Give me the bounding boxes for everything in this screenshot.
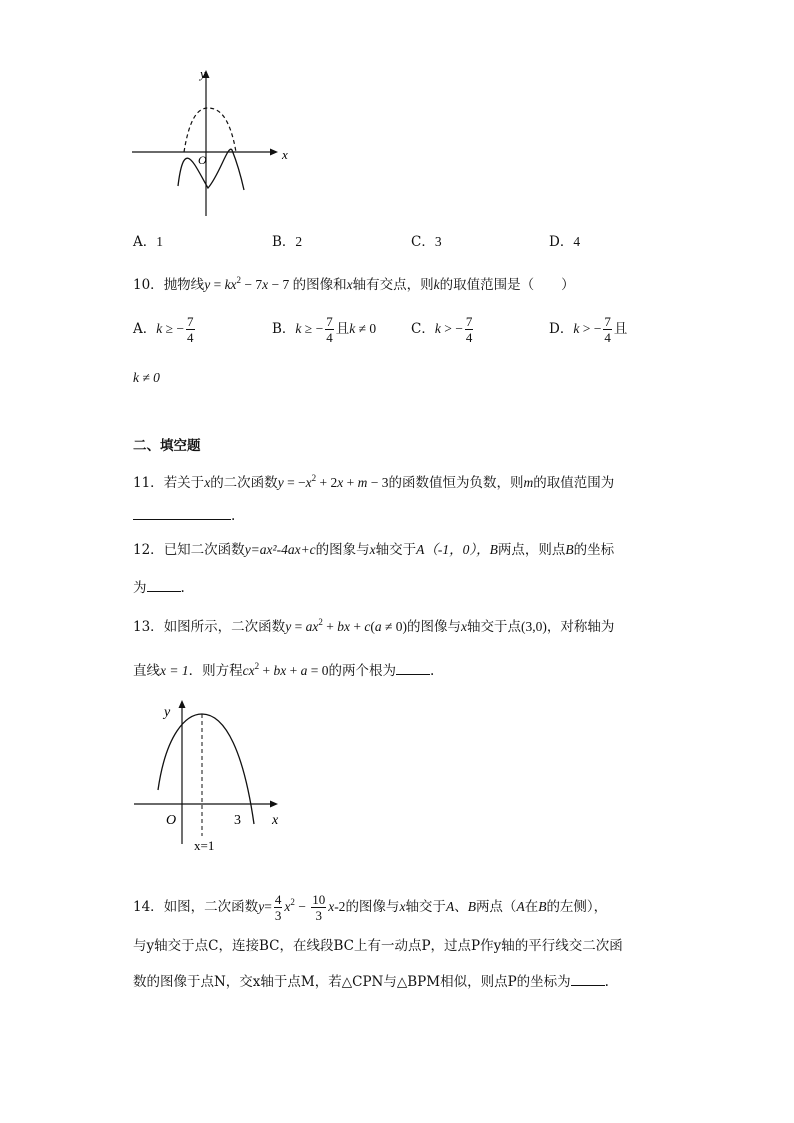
q10-option-c: C．k > − $\frac{7}{4}$ [411, 314, 473, 345]
q10-option-d-cont: k ≠ 0 [133, 370, 160, 385]
q12-stem: 12．已知二次函数y=ax²-4ax+c的图象与x轴交于A（-1，0），B两点，则点B的坐标 [133, 542, 615, 558]
q13-answer-blank[interactable] [396, 662, 430, 675]
q10-stem: 10．抛物线$y = kx^2 - 7x - 7$ 的图像和x轴有交点，则k的取值范围是（ ） [133, 275, 575, 293]
q11-answer-blank[interactable] [133, 507, 231, 520]
q11-stem: 11．若关于x的二次函数$y = -x^2 + 2x + m - 3$的函数值恒为负数，则m的取值范围为 [133, 473, 615, 491]
q9-option-b: B．2 [272, 234, 303, 250]
q14-stem: 14．如图，二次函数y= $\frac{4}{3}$ $x^2$ − $\frac{10}{3}$ x-2的图像与x轴交于A、B两点（A在B的左侧）， [133, 892, 608, 923]
figure1-y-label: y [200, 66, 206, 81]
q9-option-d: D．4 [549, 234, 581, 250]
figure2-x-label: x [272, 813, 279, 828]
figure1-origin-label: O [198, 153, 207, 167]
q12-answer-line: 为 . [133, 580, 185, 596]
q9-option-a: A．1 [133, 234, 163, 250]
q13-stem-line2: 直线x = 1．则方程$cx^2$ + bx + a = 0的两个根为 . [133, 661, 435, 679]
figure-parabola-2 [130, 694, 290, 858]
figure2-tick-3: 3 [234, 813, 241, 828]
figure-parabola-1 [128, 64, 298, 220]
q10-option-a: A．k ≥ − $\frac{7}{4}$ [133, 314, 194, 345]
figure2-axis-label: x=1 [194, 838, 215, 853]
section-title: 二、填空题 [133, 438, 201, 454]
q12-answer-blank[interactable] [147, 579, 181, 592]
q14-stem-line3: 数的图像于点N，交x轴于点M，若△CPN与△BPM相似，则点P的坐标为 . [133, 974, 609, 990]
q13-stem: 13．如图所示，二次函数$y = ax^2$ + bx + c(a ≠ 0)的图像与x轴交于点(3,0)，对称轴为 [133, 617, 615, 635]
q14-stem-line2: 与y轴交于点C，连接BC，在线段BC上有一动点P，过点P作y轴的平行线交二次函 [133, 938, 623, 954]
figure1-x-label: x [282, 147, 288, 162]
q10-option-d: D．k > − $\frac{7}{4}$ 且 [549, 314, 628, 345]
figure2-y-label: y [164, 705, 171, 720]
figure2-origin-label: O [166, 813, 177, 828]
q10-option-b: B．k ≥ − $\frac{7}{4}$ 且k ≠ 0 [272, 314, 377, 345]
q9-option-c: C．3 [411, 234, 442, 250]
q14-answer-blank[interactable] [571, 973, 605, 986]
q11-answer-line: . [133, 506, 235, 526]
